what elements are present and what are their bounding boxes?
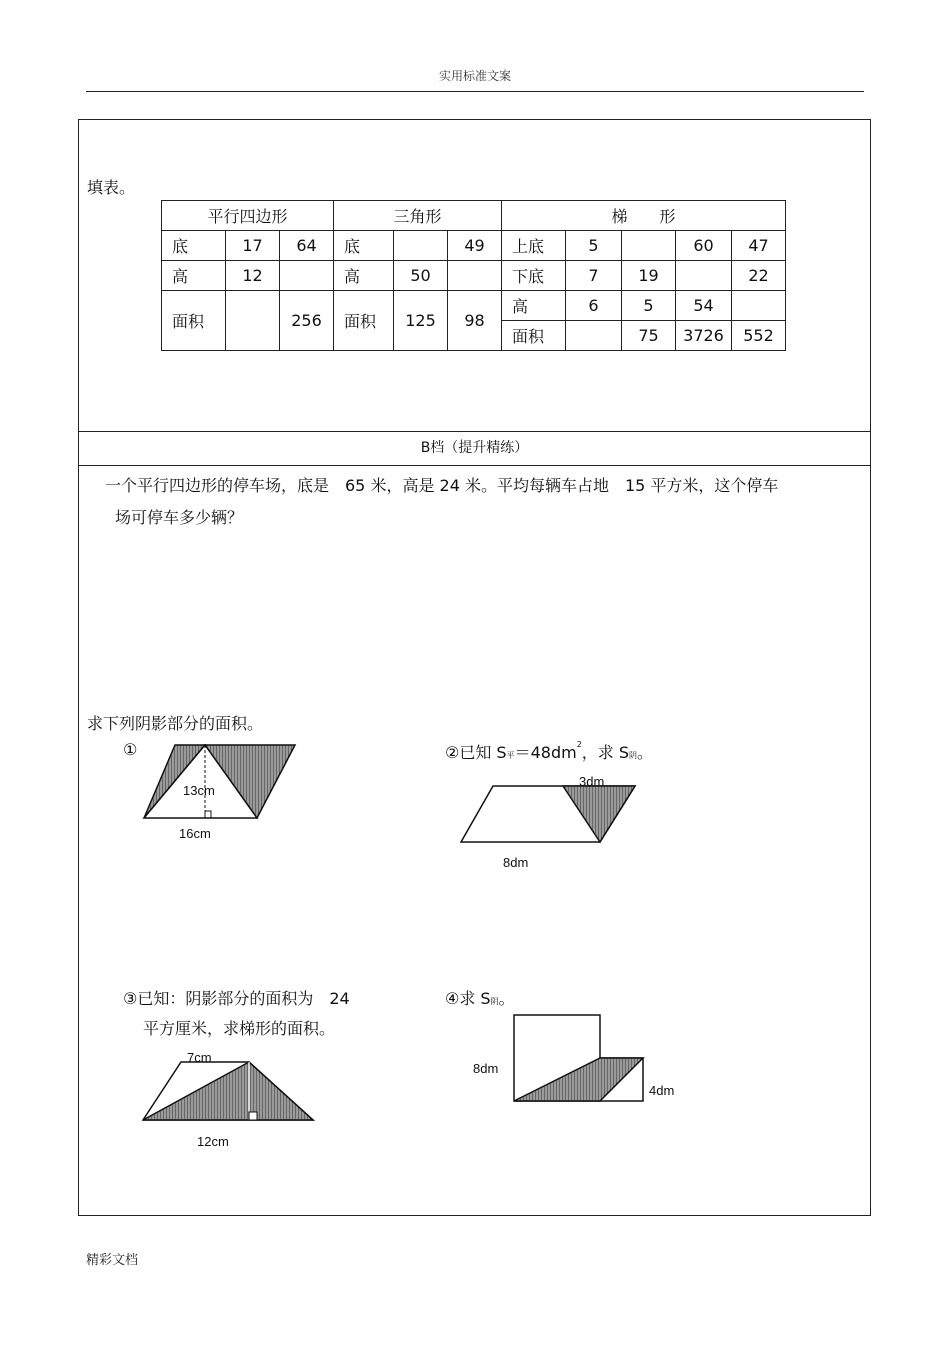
page-footer-text: 精彩文档: [86, 1253, 139, 1268]
trap-cell: 47: [732, 231, 786, 261]
trap-cell: 3726: [676, 321, 732, 351]
para-cell: 256: [280, 291, 334, 351]
figure-4-squares: [469, 1012, 689, 1112]
header-trapezoid: 梯 形: [502, 201, 786, 231]
tri-label-height: 高: [334, 261, 394, 291]
trap-cell: 6: [566, 291, 622, 321]
fig3-caption-line1: ③已知：阴影部分的面积为 24: [123, 989, 350, 1008]
para-label-height: 高: [162, 261, 226, 291]
tri-cell: [448, 261, 502, 291]
page-header-title: 实用标准文案: [438, 69, 511, 83]
header-divider: [86, 91, 864, 92]
figure-3-trapezoid: [139, 1048, 319, 1158]
tri-cell: 98: [448, 291, 502, 351]
header-parallelogram: 平行四边形: [162, 201, 334, 231]
trap-cell: 552: [732, 321, 786, 351]
fig3-base-label: 12cm: [197, 1134, 229, 1149]
figure-1-parallelogram: [141, 742, 301, 852]
fig1-base-label: 16cm: [179, 826, 211, 841]
fig2-mid: ＝48dm: [514, 743, 577, 762]
fig2-prefix: ②已知 S: [445, 743, 507, 762]
trap-cell: [732, 291, 786, 321]
trap-label-area: 面积: [502, 321, 566, 351]
fig4-right-label: 4dm: [649, 1083, 675, 1098]
para-cell: 64: [280, 231, 334, 261]
fig2-sub-yin: 阴: [629, 751, 638, 760]
fig2-tail: ，求 S: [581, 743, 630, 762]
fig2-top-label: 3dm: [579, 774, 605, 789]
fig4-left-label: 8dm: [473, 1061, 499, 1076]
trap-label-bottom: 下底: [502, 261, 566, 291]
fig2-end: 。: [637, 743, 654, 762]
fig2-sup: 2: [576, 740, 582, 749]
tri-cell: 50: [394, 261, 448, 291]
fig3-caption-line2: 平方厘米，求梯形的面积。: [143, 1019, 336, 1038]
area-table: [161, 200, 786, 351]
problem1-line1: 一个平行四边形的停车场，底是 65 米，高是 24 米。平均每辆车占地 15 平方米，这个停车: [105, 476, 779, 495]
fig4-sub-yin: 阴: [490, 997, 499, 1006]
trap-cell: 5: [566, 231, 622, 261]
trap-cell: 5: [622, 291, 676, 321]
section-b-heading: B档（提升精练）: [79, 431, 870, 466]
fig3-top-label: 7cm: [187, 1050, 212, 1065]
worksheet-frame: [78, 119, 871, 1216]
tri-cell: 125: [394, 291, 448, 351]
section-fill-table: [79, 120, 870, 432]
fig3-right-angle: [249, 1112, 257, 1120]
problem1-line2: 场可停车多少辆？: [115, 508, 244, 527]
fig2-sub-ping: 平: [506, 751, 515, 760]
para-cell: [226, 291, 280, 351]
tri-label-base: 底: [334, 231, 394, 261]
para-label-area: 面积: [162, 291, 226, 351]
fig2-caption: [445, 740, 653, 763]
trap-cell: 22: [732, 261, 786, 291]
figure-2-parallelogram: [457, 770, 647, 870]
tri-cell: [394, 231, 448, 261]
tri-label-area: 面积: [334, 291, 394, 351]
header-triangle: 三角形: [334, 201, 502, 231]
fig1-marker: ①: [123, 740, 138, 759]
trap-cell: 60: [676, 231, 732, 261]
trap-cell: 75: [622, 321, 676, 351]
shaded-area-prompt: 求下列阴影部分的面积。: [87, 714, 264, 733]
fig4-caption: [445, 986, 515, 1009]
fill-table-prompt: 填表。: [87, 178, 136, 197]
trap-cell: [676, 261, 732, 291]
trap-cell: 54: [676, 291, 732, 321]
trap-cell: [566, 321, 622, 351]
para-cell: 12: [226, 261, 280, 291]
trap-label-top: 上底: [502, 231, 566, 261]
fig2-base-label: 8dm: [503, 855, 529, 870]
trap-cell: 7: [566, 261, 622, 291]
para-cell: [280, 261, 334, 291]
fig1-height-label: 13cm: [183, 783, 215, 798]
trap-cell: [622, 231, 676, 261]
para-label-base: 底: [162, 231, 226, 261]
tri-cell: 49: [448, 231, 502, 261]
fig4-end: 。: [498, 989, 515, 1008]
trap-label-height: 高: [502, 291, 566, 321]
fig4-prefix: ④求 S: [445, 989, 491, 1008]
trap-cell: 19: [622, 261, 676, 291]
para-cell: 17: [226, 231, 280, 261]
